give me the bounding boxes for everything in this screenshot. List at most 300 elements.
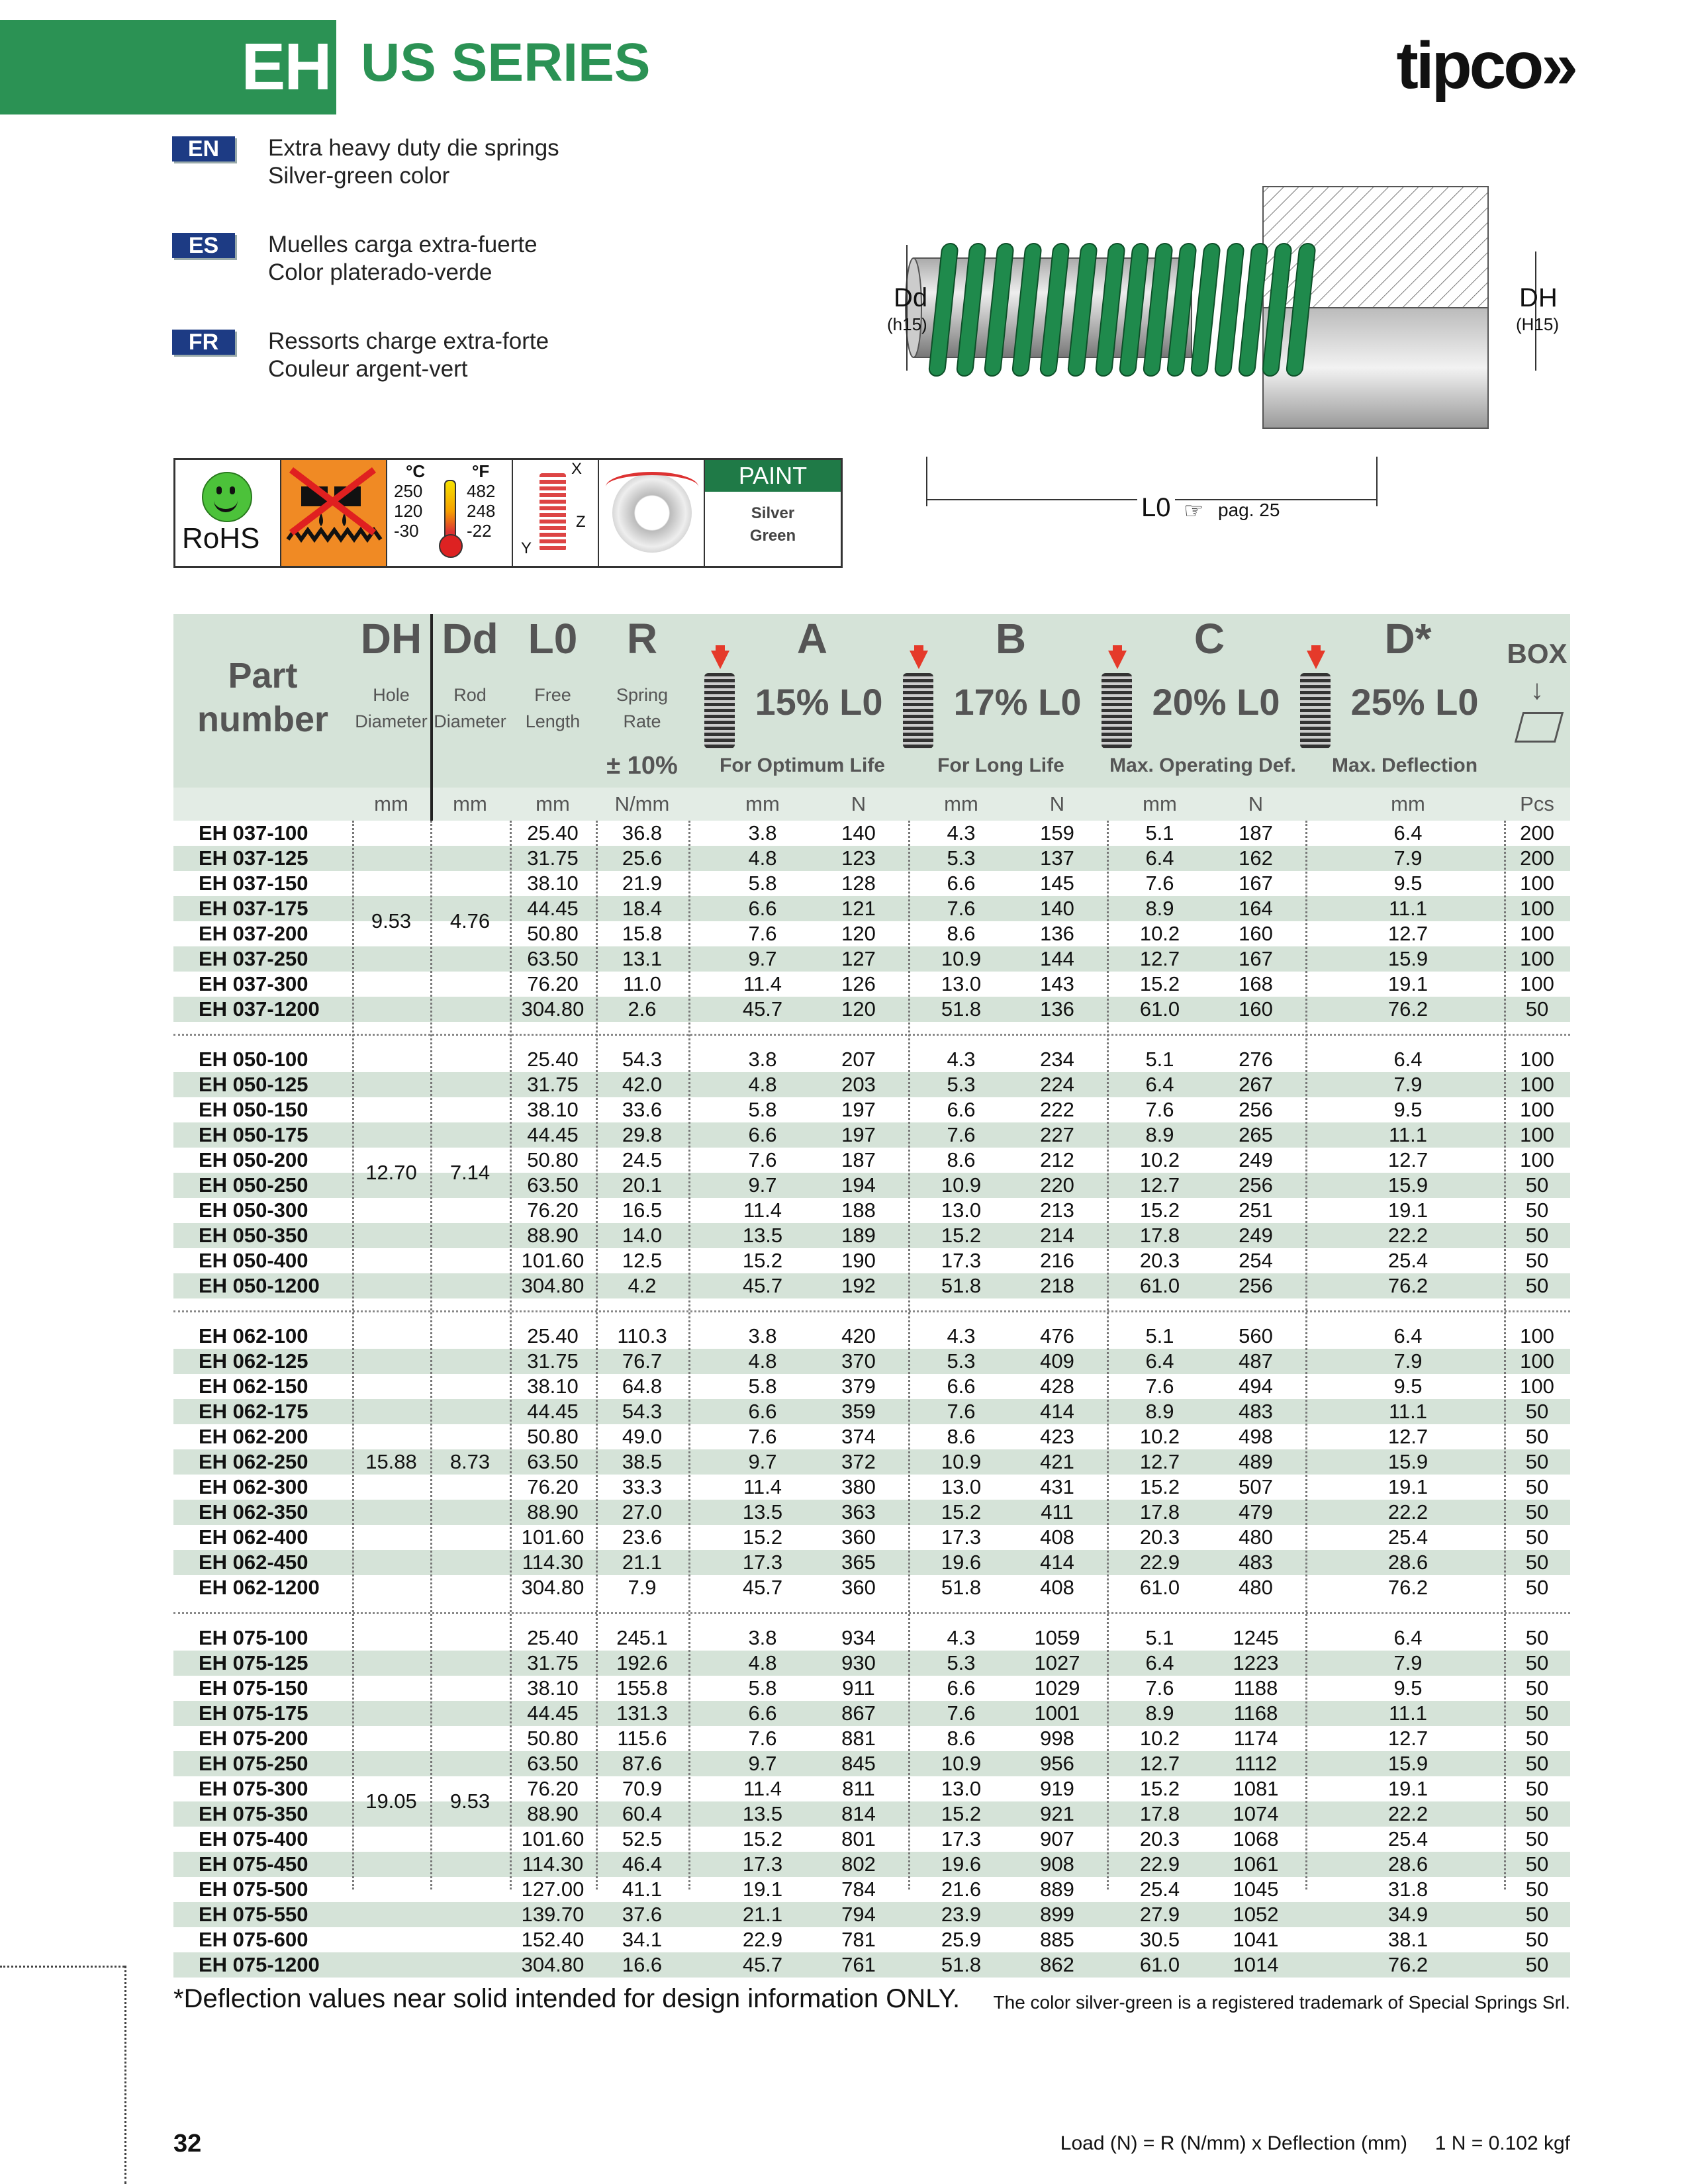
dh-tolerance: (H15) <box>1516 314 1560 334</box>
table-cell: 120 <box>841 997 876 1021</box>
rohs-icon: RoHS <box>175 460 281 566</box>
table-cell: 160 <box>1239 922 1273 945</box>
table-row <box>173 1952 1570 1978</box>
table-cell: 12.7 <box>1387 1425 1429 1448</box>
table-row <box>173 1525 1570 1550</box>
table-cell: 20.3 <box>1139 1249 1180 1272</box>
table-cell: 127.00 <box>521 1878 585 1901</box>
spring-turn-icon <box>599 460 705 566</box>
table-cell: 63.50 <box>527 947 579 970</box>
part-number: EH 037-250 <box>199 947 308 970</box>
hole-diameter: 12.70 <box>365 1161 417 1184</box>
table-cell: 25.40 <box>527 1048 579 1071</box>
col-d: D* <box>1384 615 1432 662</box>
table-cell: 38.10 <box>527 872 579 895</box>
table-cell: 245.1 <box>616 1626 668 1649</box>
b-description: For Long Life <box>937 754 1064 776</box>
table-cell: 6.6 <box>748 1702 777 1725</box>
table-row <box>173 997 1570 1022</box>
table-cell: 1074 <box>1233 1802 1279 1825</box>
table-cell: 10.9 <box>941 1173 982 1197</box>
table-row <box>173 1852 1570 1877</box>
table-cell: 814 <box>841 1802 876 1825</box>
table-cell: 100 <box>1520 1349 1554 1373</box>
table-cell: 203 <box>841 1073 876 1096</box>
table-row <box>173 1374 1570 1399</box>
table-cell: 1081 <box>1233 1777 1279 1800</box>
table-row <box>173 1198 1570 1223</box>
col-box: BOX <box>1507 638 1568 669</box>
table-cell: 136 <box>1040 997 1074 1021</box>
table-cell: 3.8 <box>748 1324 777 1347</box>
part-number: EH 062-400 <box>199 1525 308 1549</box>
table-cell: 50.80 <box>527 922 579 945</box>
table-cell: 12.7 <box>1387 922 1429 945</box>
page-number: 32 <box>173 2130 202 2158</box>
table-cell: 152.40 <box>521 1928 585 1951</box>
table-cell: 140 <box>841 821 876 844</box>
table-cell: 100 <box>1520 1123 1554 1146</box>
part-number: EH 050-400 <box>199 1249 308 1272</box>
table-cell: 930 <box>841 1651 876 1674</box>
table-cell: 25.40 <box>527 1626 579 1649</box>
table-cell: 50 <box>1525 1651 1549 1674</box>
table-cell: 51.8 <box>941 1953 982 1976</box>
table-cell: 6.4 <box>1145 846 1174 870</box>
table-cell: 17.3 <box>941 1525 982 1549</box>
column-divider <box>688 821 690 1889</box>
hole-diameter: 9.53 <box>371 909 412 933</box>
table-cell: 33.3 <box>622 1475 663 1498</box>
table-row <box>173 1625 1570 1651</box>
table-cell: 167 <box>1239 872 1273 895</box>
spring-table <box>173 614 1570 1978</box>
table-cell: 6.4 <box>1393 821 1423 844</box>
table-cell: 34.9 <box>1387 1903 1429 1926</box>
table-cell: 50 <box>1525 1576 1549 1599</box>
table-cell: 1188 <box>1233 1676 1278 1700</box>
table-cell: 162 <box>1239 846 1273 870</box>
table-cell: 114.30 <box>522 1852 584 1876</box>
part-number: EH 075-500 <box>199 1878 308 1901</box>
table-cell: 781 <box>841 1928 876 1951</box>
unit-label: mm <box>536 792 570 815</box>
table-cell: 1001 <box>1034 1702 1080 1725</box>
table-cell: 9.7 <box>748 1752 777 1775</box>
table-cell: 1045 <box>1233 1878 1279 1901</box>
r-tolerance: ± 10% <box>606 752 678 780</box>
table-cell: 20.3 <box>1139 1525 1180 1549</box>
table-cell: 22.9 <box>1139 1852 1180 1876</box>
table-cell: 408 <box>1040 1525 1074 1549</box>
table-cell: 380 <box>841 1475 876 1498</box>
table-cell: 27.0 <box>622 1500 663 1524</box>
table-row <box>173 1902 1570 1927</box>
table-cell: 12.7 <box>1387 1727 1429 1750</box>
table-cell: 15.2 <box>1139 972 1180 995</box>
table-row <box>173 1550 1570 1575</box>
table-cell: 304.80 <box>521 997 585 1021</box>
table-cell: 45.7 <box>742 997 783 1021</box>
table-cell: 9.7 <box>748 947 777 970</box>
unit-label: N <box>1248 792 1264 815</box>
table-cell: 480 <box>1239 1576 1273 1599</box>
table-cell: 54.3 <box>622 1048 663 1071</box>
table-cell: 25.4 <box>1387 1525 1429 1549</box>
table-cell: 507 <box>1239 1475 1273 1498</box>
table-cell: 10.2 <box>1139 922 1180 945</box>
table-cell: 4.3 <box>947 1048 976 1071</box>
table-row <box>173 1676 1570 1701</box>
table-cell: 256 <box>1239 1274 1273 1297</box>
table-cell: 100 <box>1520 1375 1554 1398</box>
table-cell: 7.9 <box>1393 1349 1423 1373</box>
table-cell: 25.4 <box>1139 1878 1180 1901</box>
table-cell: 160 <box>1239 997 1273 1021</box>
table-cell: 61.0 <box>1139 1274 1180 1297</box>
part-number: EH 037-150 <box>199 872 308 895</box>
lang-text-en: Extra heavy duty die springs Silver-green color <box>268 135 559 189</box>
table-cell: 127 <box>841 947 876 970</box>
table-cell: 408 <box>1040 1576 1074 1599</box>
part-number: EH 037-300 <box>199 972 308 995</box>
table-cell: 21.6 <box>941 1878 982 1901</box>
table-cell: 8.6 <box>947 922 976 945</box>
table-cell: 9.5 <box>1393 1375 1423 1398</box>
table-cell: 17.8 <box>1139 1802 1180 1825</box>
table-cell: 44.45 <box>527 1400 579 1423</box>
table-cell: 50 <box>1525 1928 1549 1951</box>
table-cell: 100 <box>1520 1324 1554 1347</box>
table-cell: 6.4 <box>1393 1048 1423 1071</box>
column-divider <box>510 821 512 1889</box>
table-cell: 36.8 <box>622 821 663 844</box>
table-cell: 23.6 <box>622 1525 663 1549</box>
table-cell: 2.6 <box>628 997 657 1021</box>
table-cell: 144 <box>1040 947 1074 970</box>
part-number: EH 075-450 <box>199 1852 308 1876</box>
l0-page-ref: pag. 25 <box>1218 500 1280 520</box>
table-cell: 7.6 <box>748 922 777 945</box>
table-cell: 15.9 <box>1387 1450 1429 1473</box>
table-cell: 249 <box>1239 1224 1273 1247</box>
table-cell: 9.5 <box>1393 872 1423 895</box>
table-cell: 862 <box>1040 1953 1074 1976</box>
table-cell: 222 <box>1040 1098 1074 1121</box>
part-number: EH 037-100 <box>199 821 308 844</box>
table-cell: 21.1 <box>742 1903 783 1926</box>
table-cell: 12.7 <box>1139 1752 1180 1775</box>
table-cell: 100 <box>1520 1148 1554 1171</box>
table-cell: 187 <box>841 1148 876 1171</box>
table-cell: 921 <box>1040 1802 1074 1825</box>
col-part-number: Part number <box>197 656 329 739</box>
part-number: EH 037-200 <box>199 922 308 945</box>
part-number: EH 075-600 <box>199 1928 308 1951</box>
table-cell: 50 <box>1525 1702 1549 1725</box>
corrosive-forbidden-icon <box>281 460 387 566</box>
table-cell: 4.2 <box>628 1274 657 1297</box>
table-cell: 24.5 <box>622 1148 663 1171</box>
table-cell: 15.2 <box>1139 1475 1180 1498</box>
table-cell: 13.0 <box>941 972 982 995</box>
table-cell: 13.5 <box>742 1802 783 1825</box>
part-number: EH 075-400 <box>199 1827 308 1850</box>
table-cell: 88.90 <box>527 1802 579 1825</box>
table-cell: 4.8 <box>748 846 777 870</box>
table-cell: 22.2 <box>1387 1500 1429 1524</box>
part-number: EH 062-200 <box>199 1425 308 1448</box>
table-cell: 1027 <box>1034 1651 1080 1674</box>
margin-marker <box>124 1966 126 2184</box>
table-cell: 5.3 <box>947 1073 976 1096</box>
group-separator <box>173 1022 1570 1047</box>
table-row <box>173 1399 1570 1424</box>
part-number: EH 075-150 <box>199 1676 308 1700</box>
compressed-spring-icon <box>703 651 736 750</box>
table-cell: 304.80 <box>521 1576 585 1599</box>
table-cell: 17.3 <box>742 1551 783 1574</box>
compressed-spring-icon <box>1100 651 1133 750</box>
table-cell: 881 <box>841 1727 876 1750</box>
table-cell: 46.4 <box>622 1852 663 1876</box>
table-cell: 560 <box>1239 1324 1273 1347</box>
column-divider <box>1305 821 1307 1889</box>
trademark-note: The color silver-green is a registered trademark of Special Springs Srl. <box>993 1992 1570 2013</box>
table-cell: 12.7 <box>1139 947 1180 970</box>
table-cell: 8.9 <box>1145 1123 1174 1146</box>
table-cell: 11.1 <box>1388 1702 1428 1725</box>
table-cell: 17.3 <box>941 1827 982 1850</box>
table-cell: 1068 <box>1233 1827 1279 1850</box>
table-row <box>173 1500 1570 1525</box>
table-cell: 25.40 <box>527 821 579 844</box>
table-row <box>173 1575 1570 1600</box>
table-cell: 38.1 <box>1387 1928 1429 1951</box>
table-cell: 845 <box>841 1752 876 1775</box>
table-cell: 7.9 <box>628 1576 657 1599</box>
part-number: EH 075-100 <box>199 1626 308 1649</box>
table-cell: 7.6 <box>947 1123 976 1146</box>
table-cell: 8.9 <box>1145 1400 1174 1423</box>
part-number: EH 062-450 <box>199 1551 308 1574</box>
table-cell: 61.0 <box>1139 1953 1180 1976</box>
table-cell: 4.8 <box>748 1073 777 1096</box>
table-cell: 5.8 <box>748 872 777 895</box>
part-number: EH 050-100 <box>199 1048 308 1071</box>
table-cell: 50 <box>1525 1274 1549 1297</box>
unit-label: N <box>851 792 867 815</box>
group-separator <box>173 1298 1570 1324</box>
table-row <box>173 1827 1570 1852</box>
table-cell: 7.6 <box>1145 1098 1174 1121</box>
table-cell: 13.1 <box>622 947 663 970</box>
table-row <box>173 1097 1570 1122</box>
unit-label: mm <box>1391 792 1425 815</box>
table-cell: 494 <box>1239 1375 1273 1398</box>
table-cell: 1174 <box>1233 1727 1278 1750</box>
table-cell: 811 <box>842 1777 875 1800</box>
table-cell: 76.2 <box>1387 1576 1429 1599</box>
table-cell: 76.2 <box>1387 997 1429 1021</box>
table-cell: 934 <box>841 1626 876 1649</box>
table-cell: 15.2 <box>941 1802 982 1825</box>
table-cell: 50 <box>1525 1777 1549 1800</box>
table-row <box>173 1273 1570 1298</box>
table-cell: 76.20 <box>527 1475 579 1498</box>
table-cell: 50 <box>1525 1852 1549 1876</box>
table-cell: 15.2 <box>941 1500 982 1524</box>
dd-label: Dd <box>894 283 928 312</box>
table-cell: 11.1 <box>1388 1123 1428 1146</box>
part-number: EH 075-300 <box>199 1777 308 1800</box>
table-cell: 159 <box>1040 821 1074 844</box>
table-cell: 31.75 <box>527 1073 579 1096</box>
table-cell: 76.7 <box>622 1349 663 1373</box>
d-percent: 25% L0 <box>1350 681 1479 723</box>
table-cell: 200 <box>1520 821 1554 844</box>
table-cell: 19.6 <box>941 1551 982 1574</box>
table-cell: 50 <box>1525 1878 1549 1901</box>
table-cell: 25.4 <box>1387 1827 1429 1850</box>
table-cell: 70.9 <box>622 1777 663 1800</box>
load-formula: Load (N) = R (N/mm) x Deflection (mm) 1 N = 0.102 kgf <box>1060 2132 1570 2154</box>
table-cell: 11.1 <box>1388 897 1428 920</box>
table-cell: 136 <box>1040 922 1074 945</box>
table-cell: 197 <box>841 1123 876 1146</box>
table-cell: 19.6 <box>941 1852 982 1876</box>
table-cell: 121 <box>841 897 876 920</box>
table-cell: 50 <box>1525 1903 1549 1926</box>
table-cell: 10.9 <box>941 947 982 970</box>
table-cell: 431 <box>1040 1475 1074 1498</box>
table-cell: 100 <box>1520 1098 1554 1121</box>
table-cell: 218 <box>1040 1274 1074 1297</box>
table-cell: 50 <box>1525 1249 1549 1272</box>
table-cell: 19.1 <box>1387 1475 1429 1498</box>
table-cell: 6.4 <box>1145 1073 1174 1096</box>
table-cell: 63.50 <box>527 1173 579 1197</box>
table-cell: 360 <box>841 1576 876 1599</box>
table-cell: 207 <box>841 1048 876 1071</box>
table-cell: 998 <box>1040 1727 1074 1750</box>
table-cell: 30.5 <box>1139 1928 1180 1951</box>
table-cell: 88.90 <box>527 1224 579 1247</box>
table-row <box>173 972 1570 997</box>
unit-label: mm <box>453 792 487 815</box>
property-icons <box>173 458 843 568</box>
table-cell: 489 <box>1239 1450 1273 1473</box>
table-cell: 101.60 <box>521 1827 585 1850</box>
table-cell: 19.1 <box>1387 1199 1429 1222</box>
part-number: EH 075-350 <box>199 1802 308 1825</box>
table-cell: 256 <box>1239 1098 1273 1121</box>
table-cell: 956 <box>1040 1752 1074 1775</box>
part-number: EH 062-175 <box>199 1400 308 1423</box>
table-row <box>173 946 1570 972</box>
table-cell: 115.6 <box>617 1727 667 1750</box>
table-cell: 54.3 <box>622 1400 663 1423</box>
table-cell: 379 <box>841 1375 876 1398</box>
table-cell: 251 <box>1239 1199 1273 1222</box>
part-number: EH 050-1200 <box>199 1274 320 1297</box>
part-number: EH 050-250 <box>199 1173 308 1197</box>
table-cell: 8.6 <box>947 1148 976 1171</box>
table-cell: 254 <box>1239 1249 1273 1272</box>
table-cell: 25.40 <box>527 1324 579 1347</box>
table-cell: 100 <box>1520 872 1554 895</box>
table-cell: 87.6 <box>622 1752 663 1775</box>
table-cell: 1052 <box>1233 1903 1279 1926</box>
table-cell: 899 <box>1040 1903 1074 1926</box>
table-cell: 50.80 <box>527 1148 579 1171</box>
part-number: EH 075-250 <box>199 1752 308 1775</box>
col-l0: L0 <box>528 615 578 662</box>
spring-axis-icon: X Z Y <box>513 460 599 566</box>
table-cell: 7.6 <box>1145 1375 1174 1398</box>
part-number: EH 062-150 <box>199 1375 308 1398</box>
table-row <box>173 821 1570 846</box>
table-cell: 224 <box>1040 1073 1074 1096</box>
table-cell: 33.6 <box>622 1098 663 1121</box>
table-cell: 19.1 <box>1387 1777 1429 1800</box>
table-row <box>173 1701 1570 1726</box>
table-cell: 249 <box>1239 1148 1273 1171</box>
table-cell: 12.7 <box>1139 1173 1180 1197</box>
dd-tolerance: (h15) <box>887 314 927 334</box>
table-cell: 12.7 <box>1387 1148 1429 1171</box>
table-cell: 17.8 <box>1139 1224 1180 1247</box>
lang-tag-en: EN <box>172 136 235 161</box>
table-cell: 50 <box>1525 1450 1549 1473</box>
table-cell: 214 <box>1040 1224 1074 1247</box>
table-cell: 22.2 <box>1387 1224 1429 1247</box>
table-cell: 23.9 <box>941 1903 982 1926</box>
table-cell: 29.8 <box>622 1123 663 1146</box>
table-cell: 139.70 <box>521 1903 585 1926</box>
table-cell: 919 <box>1040 1777 1074 1800</box>
table-cell: 50 <box>1525 1551 1549 1574</box>
table-cell: 13.5 <box>742 1224 783 1247</box>
part-number: EH 037-125 <box>199 846 308 870</box>
table-cell: 137 <box>1040 846 1074 870</box>
table-cell: 18.4 <box>622 897 663 920</box>
table-cell: 76.2 <box>1387 1953 1429 1976</box>
unit-label: N/mm <box>614 792 670 815</box>
table-cell: 10.2 <box>1139 1148 1180 1171</box>
table-cell: 5.8 <box>748 1676 777 1700</box>
unit-label: mm <box>944 792 978 815</box>
table-cell: 128 <box>841 872 876 895</box>
table-row <box>173 1122 1570 1148</box>
table-cell: 45.7 <box>742 1953 783 1976</box>
table-cell: 480 <box>1239 1525 1273 1549</box>
table-cell: 168 <box>1239 972 1273 995</box>
table-cell: 88.90 <box>527 1500 579 1524</box>
table-cell: 50 <box>1525 1224 1549 1247</box>
spring-group <box>173 1047 1570 1298</box>
box-icon <box>1515 712 1564 743</box>
table-cell: 7.6 <box>947 1702 976 1725</box>
rod-diameter: 4.76 <box>449 909 491 933</box>
table-cell: 801 <box>841 1827 876 1850</box>
table-cell: 265 <box>1239 1123 1273 1146</box>
table-cell: 6.6 <box>748 1123 777 1146</box>
table-cell: 15.8 <box>622 922 663 945</box>
table-cell: 483 <box>1239 1551 1273 1574</box>
c-description: Max. Operating Def. <box>1109 754 1296 776</box>
table-cell: 13.0 <box>941 1199 982 1222</box>
